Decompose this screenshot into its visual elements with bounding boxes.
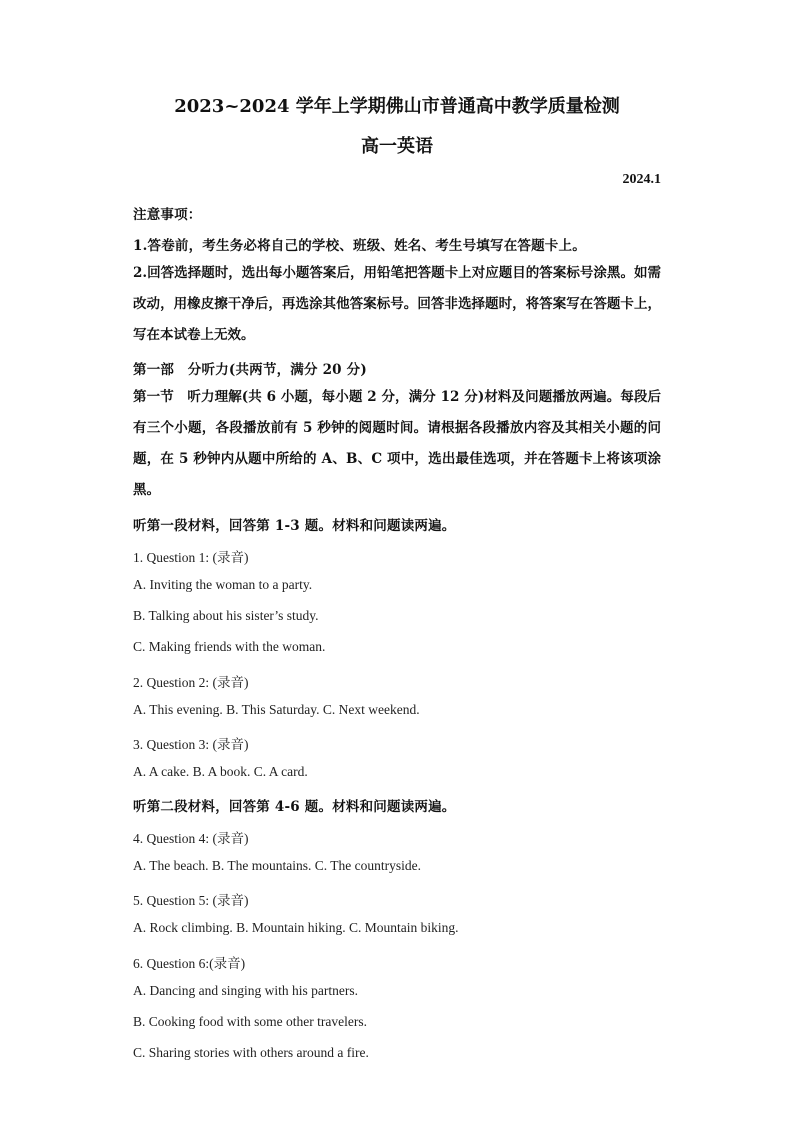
question-2-options: A. This evening. B. This Saturday. C. Next weekend. <box>133 702 420 717</box>
notice-heading: 注意事项： <box>133 207 202 223</box>
question-3: 3. Question 3: (录音) <box>133 737 249 752</box>
passage1-intro: 听第一段材料，回答第 1-3 题。材料和问题读两遍。 <box>133 518 456 534</box>
question-6: 6. Question 6:(录音) <box>133 956 246 971</box>
question-5-options: A. Rock climbing. B. Mountain hiking. C. Mountain biking. <box>133 920 459 935</box>
question-3-options: A. A cake. B. A book. C. A card. <box>133 764 308 779</box>
part1-heading: 第一部 分听力(共两节，满分 20 分) <box>133 362 367 378</box>
section1-instructions: 第一节 听力理解(共 6 小题，每小题 2 分，满分 12 分)材料及问题播放两遍。每段后有三个小题，各段播放前有 5 秒钟的阅题时间。请根据各段播放内容及其相关小题的问题，在 5 秒钟内从题中所给的 A、B、C 项中，选出最佳选项，并在答题卡上将该项涂黑。 <box>133 389 661 498</box>
question-4: 4. Question 4: (录音) <box>133 831 249 846</box>
question-6-option-a: A. Dancing and singing with his partners. <box>133 983 358 998</box>
notice-item-1: 1.答卷前，考生务必将自己的学校、班级、姓名、考生号填写在答题卡上。 <box>133 238 586 254</box>
question-1: 1. Question 1: (录音) <box>133 550 249 565</box>
exam-date: 2024.1 <box>622 172 661 187</box>
exam-subtitle: 高一英语 <box>361 136 433 157</box>
question-1-option-a: A. Inviting the woman to a party. <box>133 577 313 592</box>
question-1-option-c: C. Making friends with the woman. <box>133 639 326 654</box>
notice-item-2: 2.回答选择题时，选出每小题答案后，用铅笔把答题卡上对应题目的答案标号涂黑。如需改动，用橡皮擦干净后，再选涂其他答案标号。回答非选择题时，将答案写在答题卡上，写在本试卷上无效。 <box>133 265 661 343</box>
question-1-option-b: B. Talking about his sister’s study. <box>133 608 319 623</box>
question-5: 5. Question 5: (录音) <box>133 893 249 908</box>
passage2-intro: 听第二段材料，回答第 4-6 题。材料和问题读两遍。 <box>133 799 456 815</box>
question-4-options: A. The beach. B. The mountains. C. The countryside. <box>133 858 421 873</box>
question-2: 2. Question 2: (录音) <box>133 675 249 690</box>
exam-title: 2023~2024 学年上学期佛山市普通高中教学质量检测 <box>174 96 620 117</box>
question-6-option-b: B. Cooking food with some other travelers. <box>133 1014 367 1029</box>
question-6-option-c: C. Sharing stories with others around a fire. <box>133 1045 369 1060</box>
